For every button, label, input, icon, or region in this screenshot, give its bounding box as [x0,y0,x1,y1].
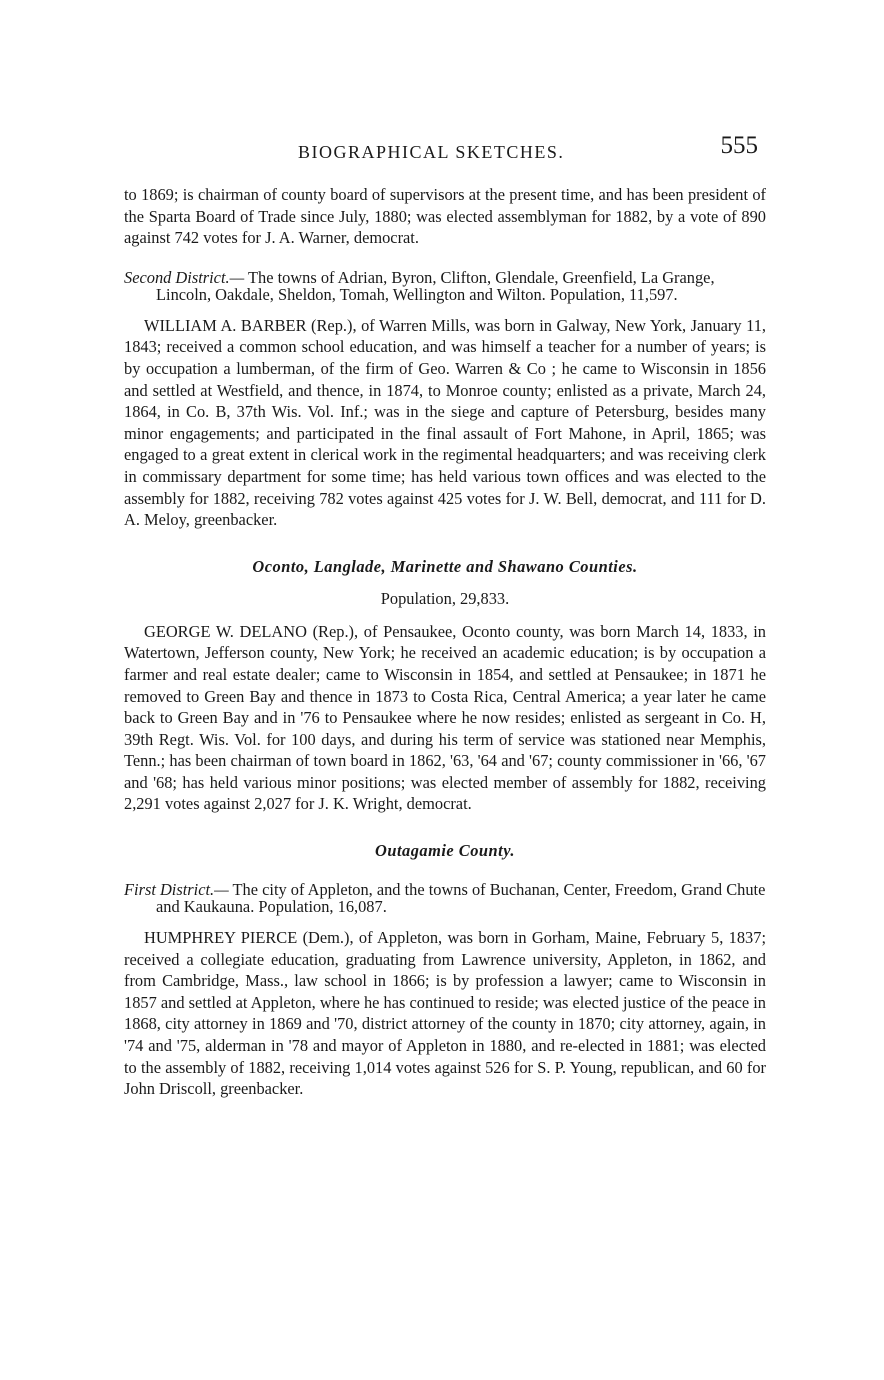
outagamie-section-heading: Outagamie County. [375,841,515,861]
running-title: BIOGRAPHICAL SKETCHES. [298,142,565,162]
second-district-label: Second District.— [124,267,245,287]
running-header [124,130,766,170]
oconto-population: Population, 29,833. [380,588,510,608]
continued-paragraph: to 1869; is chairman of county board of supervisors at the present time, and has been president of the Sparta Board of Trade since July, 1880; was elected assemblyman for 1882, by a vote of 890 against 742 votes for J. A. Warner, democrat. [124,185,766,248]
book-page [124,130,766,1100]
delano-biography [124,621,766,815]
page-number: 555 [720,132,758,159]
delano-name: GEORGE W. DELANO [144,621,307,641]
first-district-entry [124,881,766,915]
second-district-entry [124,269,766,303]
first-district-text: The city of Appleton, and the towns of Buchanan, Center, Freedom, Grand Chute and Kaukauna. Population, 16,087. [156,880,766,917]
second-district-text: The towns of Adrian, Byron, Clifton, Glendale, Greenfield, La Grange, Lincoln, Oakdale, Sheldon, Tomah, Wellington and Wilton. Population, 11,597. [156,267,715,304]
delano-text: (Rep.), of Pensaukee, Oconto county, was born March 14, 1833, in Watertown, Jefferson county, New York; he received an academic education; is by occupation a farmer and real estate dealer; came to Wisconsin in 1854, and settled at Pensaukee; in 1871 he removed to Green Bay and thence in 1873 to Costa Rica, Central America; a year later he came back to Green Bay and in '76 to Pensaukee where he now resides; enlisted as sergeant in Co. H, 39th Regt. Wis. Vol. for 100 days, and during his term of service was stationed near Memphis, Tenn.; has been chairman of town board in 1862, '63, '64 and '67; county commissioner in '66, '67 and '68; has held various minor positions; was elected member of assembly for 1882, receiving 2,291 votes against 2,027 for J. K. Wright, democrat. [124,621,766,814]
first-district-label: First District.— [124,880,229,900]
barber-biography: WILLIAM A. BARBER (Rep.), of Warren Mills, was born in Galway, New York, January 11, 1843; received a common school education, and was himself a teacher for a number of years; is by occupation a lumberman, of the firm of Geo. Warren & Co ; he came to Wisconsin in 1856 and settled at Westfield, and thence, in 1874, to Monroe county; enlisted as a private, March 24, 1864, in Co. B, 37th Wis. Vol. Inf.; was in the siege and capture of Petersburg, besides many minor engagements; and participated in the final assault of Fort Mahone, in April, 1865; was engaged to a great extent in clerical work in the regimental headquarters; and was receiving clerk in commissary department for some time; has held various town offices and was elected to the assembly for 1882, receiving 782 votes against 425 votes for J. W. Bell, democrat, and 111 for D. A. Meloy, greenbacker. [124,315,766,530]
pierce-biography: HUMPHREY PIERCE (Dem.), of Appleton, was born in Gorham, Maine, February 5, 1837; received a collegiate education, graduating from Lawrence university, Appleton, in 1862, and from Cambridge, Mass., law school in 1866; is by profession a lawyer; came to Wisconsin in 1857 and settled at Appleton, where he has continued to reside; was elected justice of the peace in 1868, city attorney in 1869 and '70, district attorney of the county in 1870; city attorney, again, in '74 and '75, alderman in '78 and mayor of Appleton in 1880, and re-elected in 1881; was elected to the assembly of 1882, receiving 1,014 votes against 526 for S. P. Young, republican, and 60 for John Driscoll, greenbacker. [124,928,766,1099]
oconto-section-heading: Oconto, Langlade, Marinette and Shawano Counties. [252,556,638,576]
